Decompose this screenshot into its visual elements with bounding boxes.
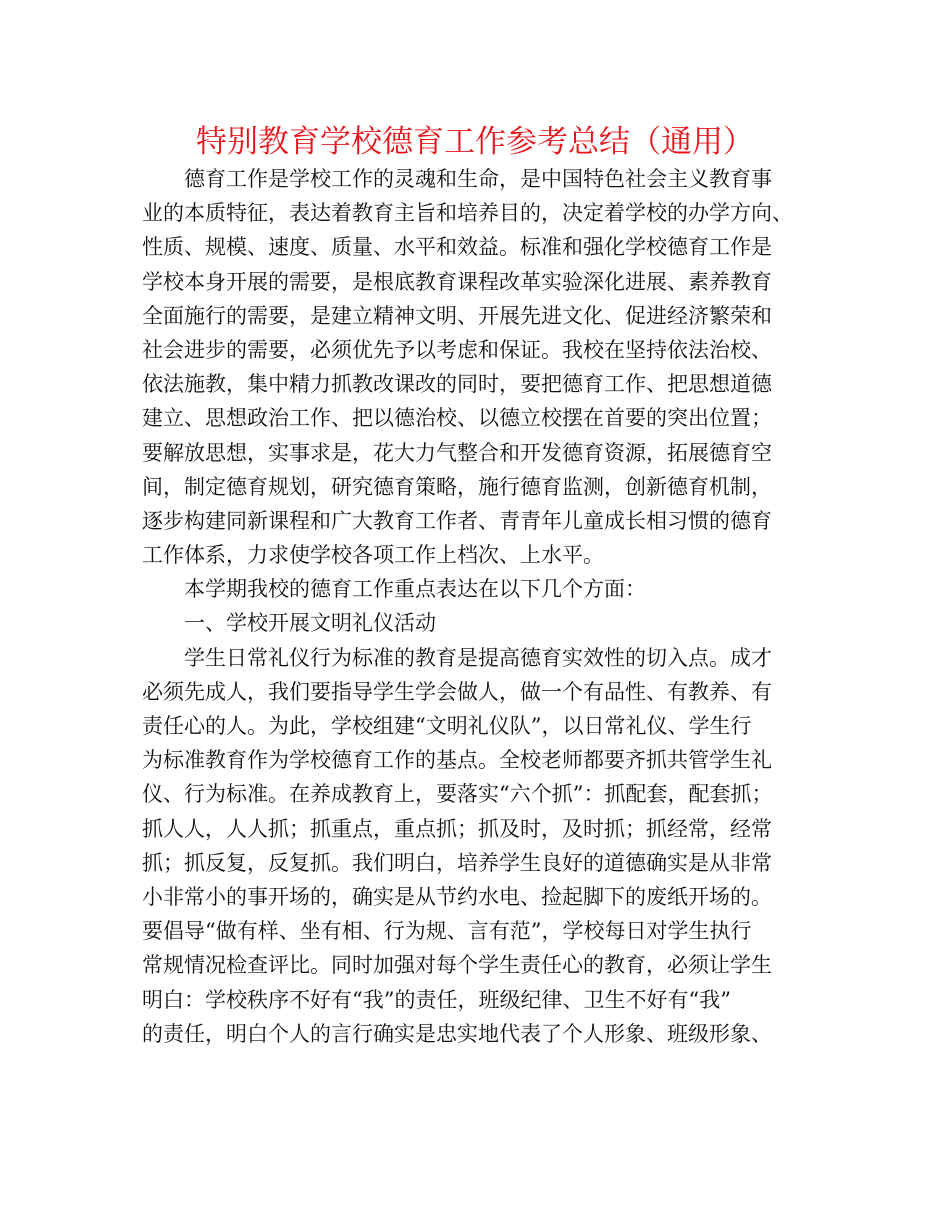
document-title: 特别教育学校德育工作参考总结（通用） [196, 124, 754, 160]
text-line: 要解放思想，实事求是，花大力气整合和开发德育资源，拓展德育空 [142, 440, 772, 465]
text-line: 常规情况检查评比。同时加强对每个学生责任心的教育，必须让学生 [142, 953, 772, 978]
text-line: 学校本身开展的需要，是根底教育课程改革实验深化进展、素养教育 [142, 269, 772, 294]
text-line: 必须先成人，我们要指导学生学会做人，做一个有品性、有教养、有 [142, 679, 772, 704]
text-line: 一、学校开展文明礼仪活动 [184, 611, 436, 636]
text-line: 要倡导“做有样、坐有相、行为规、言有范”，学校每日对学生执行 [142, 919, 752, 944]
text-line: 抓；抓反复，反复抓。我们明白，培养学生良好的道德确实是从非常 [142, 850, 772, 875]
text-line: 社会进步的需要，必须优先予以考虑和保证。我校在坚持依法治校、 [142, 337, 772, 362]
text-line: 建立、思想政治工作、把以德治校、以德立校摆在首要的突出位置； [142, 406, 772, 431]
text-line: 小非常小的事开场的，确实是从节约水电、捡起脚下的废纸开场的。 [142, 884, 772, 909]
paragraph [142, 606, 822, 640]
text-line: 业的本质特征，表达着教育主旨和培养目的，决定着学校的办学方向、 [142, 201, 793, 226]
text-line: 全面施行的需要，是建立精神文明、开展先进文化、促进经济繁荣和 [142, 303, 772, 328]
text-line: 为标准教育作为学校德育工作的基点。全校老师都要齐抓共管学生礼 [142, 748, 772, 773]
text-line: 性质、规模、速度、质量、水平和效益。标准和强化学校德育工作是 [142, 235, 772, 260]
text-line: 工作体系，力求使学校各项工作上档次、上水平。 [142, 543, 604, 568]
text-line: 的责任，明白个人的言行确实是忠实地代表了个人形象、班级形象、 [142, 1021, 772, 1046]
text-line: 逐步构建同新课程和广大教育工作者、青青年儿童成长相习惯的德育 [142, 508, 772, 533]
text-line: 德育工作是学校工作的灵魂和生命，是中国特色社会主义教育事 [184, 167, 772, 191]
paragraph [142, 572, 822, 606]
text-line: 间，制定德育规划，研究德育策略，施行德育监测，创新德育机制， [142, 474, 772, 499]
paragraph [142, 641, 822, 1051]
paragraph [142, 162, 822, 572]
text-line: 责任心的人。为此，学校组建“文明礼仪队”，以日常礼仪、学生行 [142, 714, 752, 738]
text-line: 仪、行为标准。在养成教育上，要落实“六个抓”：抓配套，配套抓； [142, 782, 773, 807]
text-line: 学生日常礼仪行为标准的教育是提高德育实效性的切入点。成才 [184, 645, 772, 670]
text-line: 本学期我校的德育工作重点表达在以下几个方面： [184, 577, 646, 602]
text-line: 明白：学校秩序不好有“我”的责任，班级纪律、卫生不好有“我” [142, 987, 731, 1012]
text-line: 抓人人，人人抓；抓重点，重点抓；抓及时，及时抓；抓经常，经常 [142, 816, 772, 841]
text-line: 依法施教，集中精力抓教改课改的同时，要把德育工作、把思想道德 [142, 372, 772, 397]
document-body [142, 162, 822, 1051]
